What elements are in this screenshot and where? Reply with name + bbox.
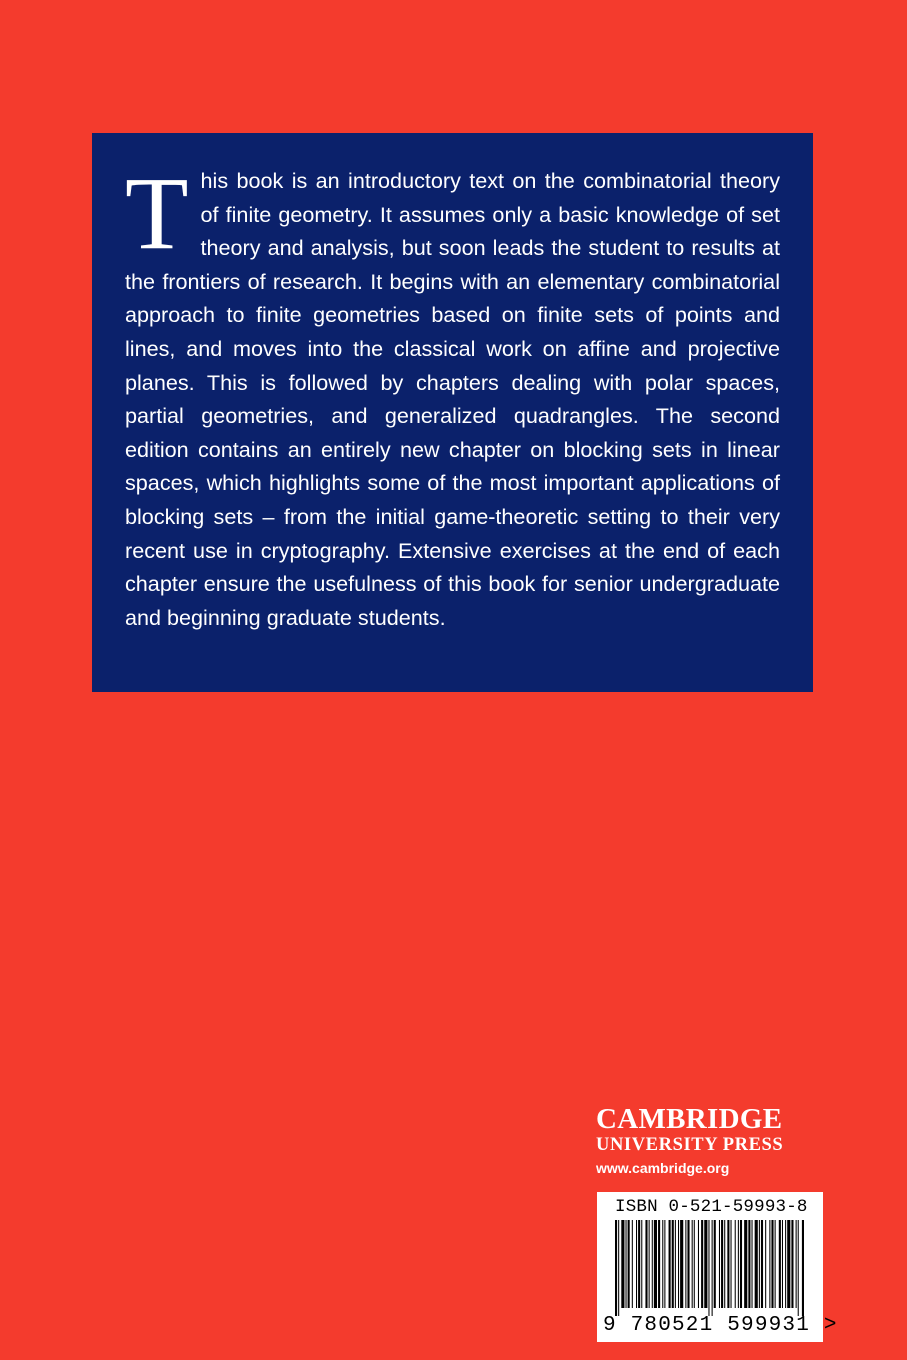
barcode-icon bbox=[603, 1220, 817, 1318]
barcode-bar bbox=[669, 1220, 671, 1308]
barcode-bar bbox=[719, 1220, 720, 1308]
barcode-bar bbox=[791, 1220, 793, 1308]
barcode-bar bbox=[708, 1220, 709, 1316]
publisher-url: www.cambridge.org bbox=[596, 1160, 730, 1176]
barcode-digits: 9 780521 599931 > bbox=[603, 1314, 838, 1337]
blurb-paragraph bbox=[125, 156, 780, 634]
barcode-bar bbox=[698, 1220, 699, 1308]
barcode-bar bbox=[714, 1220, 716, 1308]
barcode-bar bbox=[641, 1220, 642, 1308]
barcode-bar bbox=[748, 1220, 750, 1308]
barcode-bar bbox=[701, 1220, 703, 1308]
barcode-bar bbox=[636, 1220, 637, 1308]
barcode-bar bbox=[724, 1220, 725, 1308]
barcode-bar bbox=[721, 1220, 723, 1308]
barcode-bar bbox=[769, 1220, 770, 1308]
barcode-bar bbox=[662, 1220, 663, 1308]
barcode-bar bbox=[652, 1220, 653, 1308]
barcode-bar bbox=[685, 1220, 686, 1308]
barcode-bar bbox=[782, 1220, 783, 1308]
barcode-bar bbox=[744, 1220, 747, 1308]
barcode-bar bbox=[628, 1220, 630, 1308]
barcode-bar bbox=[802, 1220, 804, 1316]
barcode-bar bbox=[740, 1220, 742, 1308]
barcode-bar bbox=[692, 1220, 693, 1308]
barcode-bar bbox=[645, 1220, 647, 1308]
barcode-bar bbox=[664, 1220, 665, 1308]
barcode-bar bbox=[654, 1220, 657, 1308]
barcode-bar bbox=[771, 1220, 773, 1308]
barcode-bar bbox=[672, 1220, 674, 1308]
barcode-box bbox=[597, 1192, 838, 1342]
blurb-box bbox=[92, 133, 813, 692]
barcode-bar bbox=[727, 1220, 729, 1308]
barcode-bar bbox=[704, 1220, 707, 1308]
barcode-bar bbox=[615, 1220, 617, 1316]
barcode-bar bbox=[796, 1220, 797, 1308]
barcode-bar bbox=[798, 1220, 799, 1316]
barcode-bar bbox=[775, 1220, 776, 1308]
barcode-bar bbox=[738, 1220, 739, 1308]
barcode-bar bbox=[761, 1220, 763, 1308]
barcode-bar bbox=[779, 1220, 781, 1308]
barcode-bar bbox=[680, 1220, 683, 1308]
isbn-label: ISBN 0-521-59993-8 bbox=[615, 1197, 808, 1217]
barcode-bar bbox=[731, 1220, 732, 1308]
barcode-bar bbox=[735, 1220, 736, 1308]
barcode-bar bbox=[678, 1220, 679, 1308]
drop-cap: T bbox=[125, 156, 189, 271]
barcode-bar bbox=[755, 1220, 758, 1308]
barcode-bar bbox=[649, 1220, 650, 1308]
barcode-bar bbox=[675, 1220, 676, 1308]
barcode-bar bbox=[752, 1220, 753, 1308]
barcode-bar bbox=[632, 1220, 633, 1308]
barcode-bar bbox=[638, 1220, 640, 1308]
barcode-bar bbox=[621, 1220, 624, 1308]
publisher-subtitle: UNIVERSITY PRESS bbox=[596, 1135, 784, 1155]
barcode-bar bbox=[618, 1220, 619, 1316]
barcode-bar bbox=[765, 1220, 766, 1308]
publisher-name: CAMBRIDGE bbox=[596, 1103, 783, 1135]
barcode-bar bbox=[658, 1220, 660, 1308]
publisher-logo bbox=[596, 1104, 826, 1179]
barcode-bar bbox=[712, 1220, 713, 1316]
barcode-bar bbox=[759, 1220, 760, 1308]
barcode-bar bbox=[787, 1220, 790, 1308]
barcode-bar bbox=[694, 1220, 695, 1308]
barcode-bar bbox=[626, 1220, 627, 1308]
barcode-bar bbox=[785, 1220, 786, 1308]
barcode-bar bbox=[687, 1220, 689, 1308]
blurb-text: his book is an introductory text on the combinatorial theory of finite geometry. It assumes only a basic knowledge of set theory and analysis, but soon leads the student to results at the frontiers of research. It begins with an elementary combinatorial approach to finite geometries based on finite sets of points and lines, and moves into the classical work on affine and projective planes. This is followed by chapters dealing with polar spaces, partial geometries, and generalized quadrangles. The second edition contains an entirely new chapter on blocking sets in linear spaces, which highlights some of the most important applications of blocking sets – from the initial game-theoretic setting to their very recent use in cryptography. Extensive exercises at the end of each chapter ensure the usefulness of this book for senior undergraduate and beginning graduate students. bbox=[125, 168, 780, 630]
